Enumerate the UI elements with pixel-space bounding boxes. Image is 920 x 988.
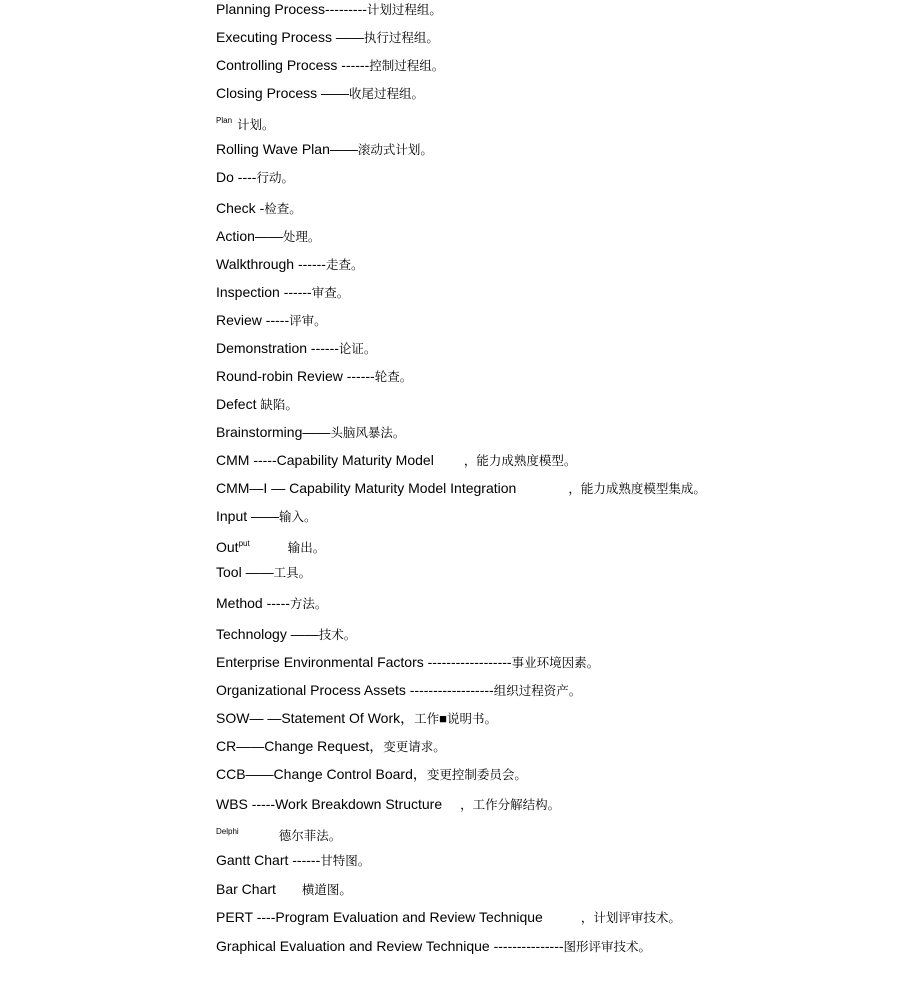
term-input bbox=[216, 507, 317, 526]
term-cn: 滚动式计划。 bbox=[357, 142, 433, 157]
term-en: Planning Process--------- bbox=[216, 1, 367, 17]
term-cn: 头脑风暴法。 bbox=[330, 425, 406, 440]
term-cn: 组织过程资产。 bbox=[493, 683, 582, 698]
term-defect bbox=[216, 395, 298, 414]
term-en: Review ----- bbox=[216, 312, 290, 328]
term-gert bbox=[216, 937, 651, 956]
term-cn: 控制过程组。 bbox=[369, 58, 445, 73]
term-en: Closing Process —— bbox=[216, 85, 350, 101]
term-organizational-process-assets bbox=[216, 681, 581, 700]
term-en: Technology —— bbox=[216, 626, 319, 642]
term-en: Rolling Wave Plan—— bbox=[216, 141, 358, 157]
term-executing-process bbox=[216, 28, 439, 47]
term-cn: ，能力成熟度模型集成。 bbox=[568, 481, 706, 496]
term-cn: 德尔菲法。 bbox=[278, 828, 342, 843]
term-tool bbox=[216, 563, 311, 582]
term-cn: ，工作分解结构。 bbox=[460, 797, 561, 812]
term-cn: 事业环境因素。 bbox=[511, 655, 600, 670]
term-check bbox=[216, 199, 302, 218]
term-cn: 论证。 bbox=[338, 341, 377, 356]
term-en: Delphi bbox=[216, 827, 239, 836]
term-cn: ，能力成熟度模型。 bbox=[463, 453, 577, 468]
term-en: CMM -----Capability Maturity Model bbox=[216, 452, 434, 468]
term-pert bbox=[216, 908, 681, 927]
term-cn: 计划过程组。 bbox=[366, 2, 442, 17]
term-cn: 甘特图。 bbox=[320, 853, 371, 868]
term-planning-process bbox=[216, 0, 442, 19]
term-en: Gantt Chart ------ bbox=[216, 852, 321, 868]
term-cr bbox=[216, 737, 446, 756]
term-en: Bar Chart bbox=[216, 881, 276, 897]
term-cn: 执行过程组。 bbox=[363, 30, 439, 45]
term-cn: 走查。 bbox=[325, 257, 364, 272]
term-en: Controlling Process ------ bbox=[216, 57, 370, 73]
term-en: Check - bbox=[216, 200, 265, 216]
term-en: PERT ----Program Evaluation and Review Technique bbox=[216, 909, 543, 925]
term-cn: 输入。 bbox=[279, 509, 317, 524]
term-en: Tool —— bbox=[216, 564, 274, 580]
term-en: Brainstorming—— bbox=[216, 424, 331, 440]
term-do bbox=[216, 168, 294, 187]
term-en: WBS -----Work Breakdown Structure bbox=[216, 796, 443, 812]
term-cn: 计划。 bbox=[237, 117, 275, 132]
square-mark: ■ bbox=[439, 711, 447, 726]
term-wbs bbox=[216, 795, 560, 814]
term-en-sup: put bbox=[238, 539, 250, 548]
term-en: Enterprise Environmental Factors ------------------ bbox=[216, 654, 512, 670]
term-en: Graphical Evaluation and Review Technique --------------- bbox=[216, 938, 564, 954]
term-cn: 变更请求。 bbox=[383, 739, 446, 754]
term-cn: 方法。 bbox=[289, 596, 328, 611]
term-walkthrough bbox=[216, 255, 363, 274]
term-bar-chart bbox=[216, 880, 352, 899]
term-cn: 审查。 bbox=[311, 285, 350, 300]
term-cn: 行动。 bbox=[256, 170, 294, 185]
term-en: Organizational Process Assets ------------------ bbox=[216, 682, 494, 698]
term-en: Do ---- bbox=[216, 169, 257, 185]
term-en: Round-robin Review ------ bbox=[216, 368, 375, 384]
term-en: Input —— bbox=[216, 508, 280, 524]
term-en: Executing Process —— bbox=[216, 29, 364, 45]
term-inspection bbox=[216, 283, 349, 302]
term-cn: 缺陷。 bbox=[260, 397, 298, 412]
term-cn: 工作 bbox=[414, 711, 440, 726]
term-technology bbox=[216, 625, 356, 644]
term-action bbox=[216, 227, 320, 246]
term-cn: 变更控制委员会。 bbox=[426, 767, 527, 782]
term-cmm bbox=[216, 451, 576, 470]
term-cn: 轮查。 bbox=[374, 369, 413, 384]
term-plan bbox=[216, 112, 275, 134]
term-cmmi bbox=[216, 479, 706, 498]
term-en: Walkthrough ------ bbox=[216, 256, 326, 272]
term-cn-rest: 说明书。 bbox=[447, 711, 498, 726]
term-en: Defect bbox=[216, 396, 261, 412]
term-controlling-process bbox=[216, 56, 444, 75]
term-en: Out bbox=[216, 539, 239, 555]
term-rolling-wave-plan bbox=[216, 140, 433, 159]
term-en: CCB——Change Control Board， bbox=[216, 766, 427, 782]
term-cn: 收尾过程组。 bbox=[349, 86, 425, 101]
term-en: Method ----- bbox=[216, 595, 290, 611]
term-cn: 技术。 bbox=[318, 627, 357, 642]
term-en: CMM—I — Capability Maturity Model Integration bbox=[216, 480, 517, 496]
term-method bbox=[216, 594, 327, 613]
term-sow bbox=[216, 709, 497, 728]
term-cn: 检查。 bbox=[264, 201, 302, 216]
term-round-robin-review bbox=[216, 367, 412, 386]
term-cn: ，计划评审技术。 bbox=[580, 910, 681, 925]
term-en: Action—— bbox=[216, 228, 283, 244]
term-output bbox=[216, 535, 325, 557]
term-cn: 输出。 bbox=[287, 540, 326, 555]
term-closing-process bbox=[216, 84, 424, 103]
term-cn: 处理。 bbox=[282, 229, 321, 244]
term-gantt-chart bbox=[216, 851, 370, 870]
term-cn: 横道图。 bbox=[301, 882, 352, 897]
term-en: Demonstration ------ bbox=[216, 340, 339, 356]
term-en: Plan bbox=[216, 116, 233, 125]
term-brainstorming bbox=[216, 423, 405, 442]
term-delphi bbox=[216, 823, 341, 845]
term-en: CR——Change Request， bbox=[216, 738, 384, 754]
term-cn: 评审。 bbox=[289, 313, 327, 328]
term-ccb bbox=[216, 765, 527, 784]
term-cn: 工具。 bbox=[273, 565, 312, 580]
term-en: Inspection ------ bbox=[216, 284, 312, 300]
term-enterprise-environmental-factors bbox=[216, 653, 599, 672]
term-cn: 图形评审技术。 bbox=[563, 939, 652, 954]
term-demonstration bbox=[216, 339, 376, 358]
term-review bbox=[216, 311, 327, 330]
term-en: SOW— —Statement Of Work， bbox=[216, 710, 415, 726]
